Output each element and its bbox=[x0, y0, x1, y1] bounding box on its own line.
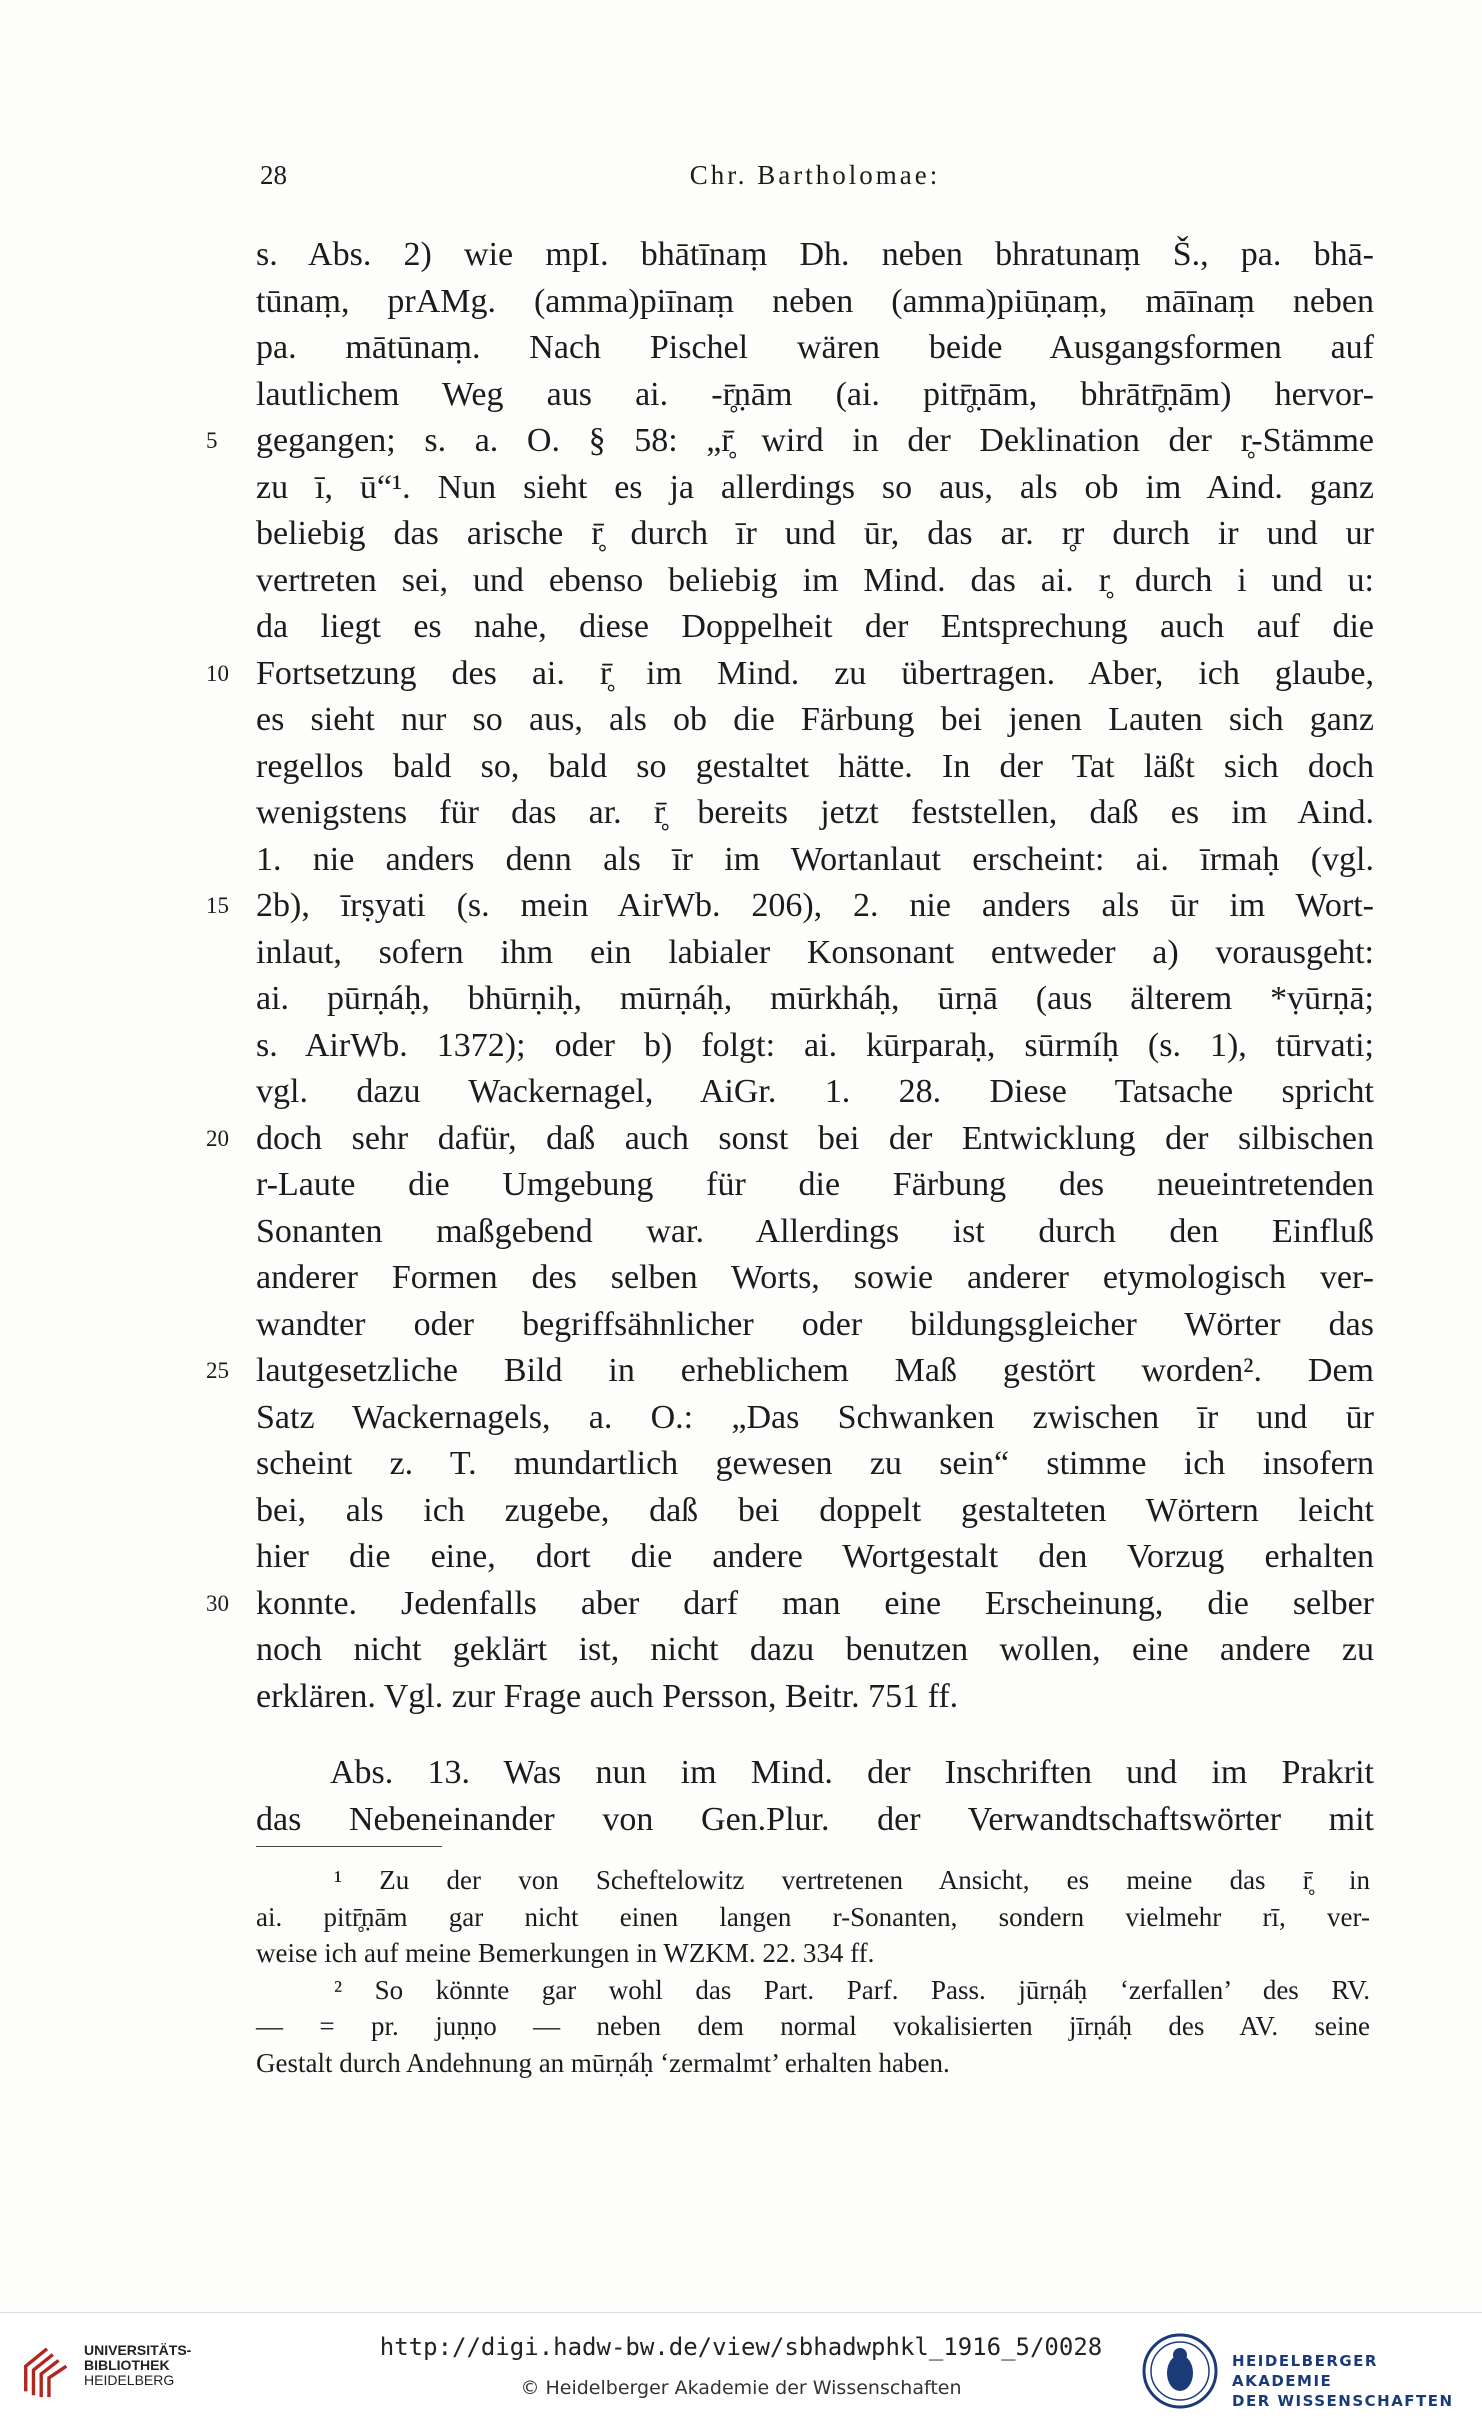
library-line-1: UNIVERSITÄTS- bbox=[84, 2342, 192, 2358]
footnote-rule bbox=[256, 1846, 442, 1847]
text-line bbox=[256, 232, 1374, 279]
text-line bbox=[206, 1348, 1374, 1395]
text-line bbox=[206, 651, 1374, 698]
footnote-line: ¹ Zu der von Scheftelowitz vertretenen Ansicht, es meine das r̥̄ in bbox=[334, 1865, 1370, 1895]
line-text: da liegt es nahe, diese Doppelheit der Entsprechung auch auf die bbox=[256, 608, 1374, 645]
text-line bbox=[256, 790, 1374, 837]
line-text: bei, als ich zugebe, daß bei doppelt gestalteten Wörtern leicht bbox=[256, 1491, 1374, 1529]
page-header bbox=[260, 160, 1370, 200]
text-line bbox=[256, 372, 1374, 419]
text-line bbox=[256, 697, 1374, 744]
line-number: 10 bbox=[206, 660, 229, 686]
viewer-footer bbox=[0, 2312, 1482, 2423]
text-line bbox=[206, 1116, 1374, 1163]
footnote-line: ² So könnte gar wohl das Part. Parf. Pass. jūrṇáḥ ʻzerfallen’ des RV. bbox=[334, 1974, 1370, 2005]
text-line bbox=[256, 1674, 1374, 1721]
footnote-line: ai. pitr̥̄ṇām gar nicht einen langen r-Sonanten, sondern vielmehr rī, ver- bbox=[256, 1901, 1370, 1932]
academy-seal-icon bbox=[1140, 2331, 1220, 2411]
paragraph-gap bbox=[256, 1720, 1374, 1750]
text-line bbox=[256, 1255, 1374, 1302]
footnote-line: weise ich auf meine Bemerkungen in WZKM. 22. 334 ff. bbox=[256, 1938, 875, 1968]
line-text: es sieht nur so aus, als ob die Färbung bei jenen Lauten sich ganz bbox=[256, 701, 1374, 738]
line-text: wandter oder begriffsähnlicher oder bildungsgleicher Wörter das bbox=[256, 1305, 1374, 1343]
text-line bbox=[256, 930, 1374, 977]
text-line bbox=[256, 744, 1374, 791]
line-text: Satz Wackernagels, a. O.: „Das Schwanken zwischen īr und ūr bbox=[256, 1398, 1374, 1436]
line-text: gegangen; s. a. O. § 58: „r̥̄ wird in der Deklination der r̥-Stämme bbox=[256, 422, 1374, 459]
footnote-line: — = pr. juṇṇo — neben dem normal vokalisierten jīrṇáḥ des AV. seine bbox=[256, 2011, 1370, 2041]
line-text: ai. pūrṇáḥ, bhūrṇiḥ, mūrṇáḥ, mūrkháḥ, ūrṇā (aus älterem *ṿūrṇā; bbox=[256, 980, 1374, 1017]
text-line bbox=[256, 604, 1374, 651]
source-url-link[interactable]: http://digi.hadw-bw.de/view/sbhadwphkl_1916_5/0028 bbox=[379, 2333, 1103, 2361]
text-line bbox=[256, 1488, 1374, 1535]
copyright-notice: © Heidelberger Akademie der Wissenschaften bbox=[520, 2377, 962, 2399]
line-text: wenigstens für das ar. r̥̄ bereits jetzt feststellen, daß es im Aind. bbox=[256, 794, 1374, 831]
line-text: vertreten sei, und ebenso beliebig im Mind. das ai. r̥ durch i und u: bbox=[256, 561, 1374, 599]
text-line bbox=[256, 465, 1374, 512]
text-line bbox=[256, 837, 1374, 884]
line-text: 1. nie anders denn als īr im Wortanlaut erscheint: ai. īrmaḥ (vgl. bbox=[256, 840, 1374, 878]
text-line bbox=[256, 1162, 1374, 1209]
line-text: lautgesetzliche Bild in erheblichem Maß gestört worden². Dem bbox=[256, 1352, 1374, 1389]
text-line bbox=[256, 1627, 1374, 1674]
main-text bbox=[206, 232, 1374, 1843]
text-line bbox=[256, 976, 1374, 1023]
line-text: zu ī, ū“¹. Nun sieht es ja allerdings so aus, als ob im Aind. ganz bbox=[256, 468, 1374, 506]
academy-line-2: DER WISSENSCHAFTEN bbox=[1232, 2392, 1454, 2410]
page-number: 28 bbox=[260, 160, 287, 190]
line-text: beliebig das arische r̥̄ durch īr und ūr, das ar. r̥r durch ir und ur bbox=[256, 515, 1374, 552]
line-text: doch sehr dafür, daß auch sonst bei der Entwicklung der silbischen bbox=[256, 1119, 1374, 1157]
line-text: tūnaṃ, prAMg. (amma)piīnaṃ neben (amma)piūṇaṃ, māīnaṃ neben bbox=[256, 282, 1374, 320]
text-line bbox=[206, 418, 1374, 465]
line-text: s. Abs. 2) wie mpI. bhātīnaṃ Dh. neben bhratunaṃ Š., pa. bhā- bbox=[256, 236, 1374, 273]
footnotes bbox=[256, 1862, 1370, 2081]
text-line bbox=[256, 1209, 1374, 1256]
text-line bbox=[256, 1023, 1374, 1070]
line-text: hier die eine, dort die andere Wortgestalt den Vorzug erhalten bbox=[256, 1538, 1374, 1575]
library-line-3: HEIDELBERG bbox=[84, 2372, 175, 2388]
running-title: Chr. Bartholomae: bbox=[689, 160, 941, 190]
line-text: noch nicht geklärt ist, nicht dazu benutzen wollen, eine andere zu bbox=[256, 1631, 1374, 1668]
line-text: Sonanten maßgebend war. Allerdings ist durch den Einfluß bbox=[256, 1212, 1374, 1250]
text-line bbox=[256, 1302, 1374, 1349]
line-number: 15 bbox=[206, 893, 229, 918]
line-text: lautlichem Weg aus ai. -r̥̄ṇām (ai. pitr̥̄ṇām, bhrātr̥̄ṇām) hervor- bbox=[256, 375, 1374, 413]
line-number: 5 bbox=[206, 428, 218, 453]
line-number: 25 bbox=[206, 1358, 229, 1383]
line-text: regellos bald so, bald so gestaltet hätte. In der Tat läßt sich doch bbox=[256, 747, 1374, 785]
library-line-2: BIBLIOTHEK bbox=[84, 2357, 170, 2373]
text-line bbox=[256, 558, 1374, 605]
line-number: 20 bbox=[206, 1125, 229, 1151]
line-text: pa. mātūnaṃ. Nach Pischel wären beide Ausgangsformen auf bbox=[256, 329, 1374, 366]
line-text: erklären. Vgl. zur Frage auch Persson, Beitr. 751 ff. bbox=[256, 1677, 959, 1715]
footnote-line: Gestalt durch Andehnung an mūrṇáḥ ʻzermalmt’ erhalten haben. bbox=[256, 2047, 950, 2078]
line-text: vgl. dazu Wackernagel, AiGr. 1. 28. Diese Tatsache spricht bbox=[256, 1073, 1374, 1110]
line-text: inlaut, sofern ihm ein labialer Konsonant entweder a) vorausgeht: bbox=[256, 933, 1374, 971]
line-text: s. AirWb. 1372); oder b) folgt: ai. kūrparaḥ, sūrmíḥ (s. 1), tūrvati; bbox=[256, 1026, 1374, 1064]
text-line: das Nebeneinander von Gen.Plur. der Verwandtschaftswörter mit bbox=[256, 1800, 1374, 1838]
academy-name bbox=[1232, 2351, 1482, 2411]
line-text: konnte. Jedenfalls aber darf man eine Erscheinung, die selber bbox=[256, 1584, 1374, 1622]
line-text: anderer Formen des selben Worts, sowie anderer etymologisch ver- bbox=[256, 1259, 1374, 1296]
text-line: Abs. 13. Was nun im Mind. der Inschriften und im Prakrit bbox=[330, 1754, 1374, 1791]
text-line bbox=[206, 1581, 1374, 1628]
text-line bbox=[256, 279, 1374, 326]
text-line bbox=[206, 883, 1374, 930]
academy-line-1: HEIDELBERGER AKADEMIE bbox=[1232, 2352, 1378, 2390]
text-line bbox=[256, 1441, 1374, 1488]
line-text: 2b), īrṣyati (s. mein AirWb. 206), 2. nie anders als ūr im Wort- bbox=[256, 887, 1374, 924]
text-line bbox=[256, 1069, 1374, 1116]
line-text: r-Laute die Umgebung für die Färbung des neueintretenden bbox=[256, 1166, 1374, 1203]
text-line bbox=[256, 1534, 1374, 1581]
text-line bbox=[256, 511, 1374, 558]
line-text: Fortsetzung des ai. r̥̄ im Mind. zu übertragen. Aber, ich glaube, bbox=[256, 654, 1374, 692]
line-text: scheint z. T. mundartlich gewesen zu sein“ stimme ich insofern bbox=[256, 1445, 1374, 1482]
text-line bbox=[256, 325, 1374, 372]
line-number: 30 bbox=[206, 1590, 229, 1616]
text-line bbox=[256, 1395, 1374, 1442]
